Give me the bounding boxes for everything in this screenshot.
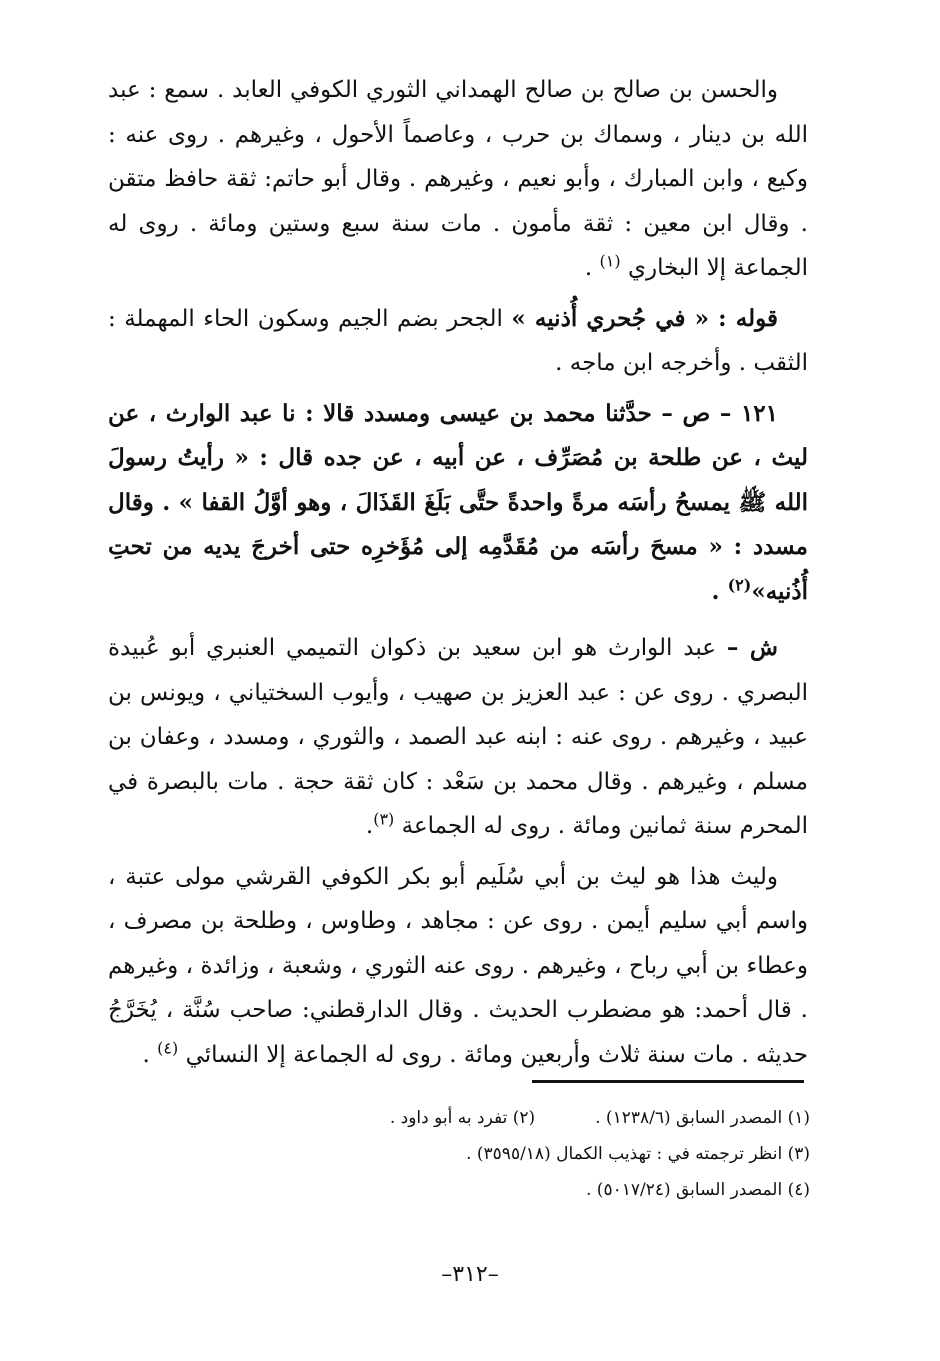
- footnote-ref-2: (٢): [727, 574, 752, 594]
- footnote-2: (٢) تفرد به أبو داود .: [389, 1108, 536, 1128]
- sharh-end: .: [365, 813, 374, 839]
- footnote-4: (٤) المصدر السابق (٥٠١٧/٢٤) .: [586, 1180, 810, 1200]
- hasan-text: والحسن بن صالح بن صالح الهمداني الثوري الكوفي العابد . سمع : عبد الله بن دينار ، وسماك بن حرب ، وعاصماً الأحول ، وغيرهم . روى عنه : وكيع ، وابن المبارك ، وأبو نعيم ، وغيرهم . وقال أبو حاتم: ثقة حافظ متقن . وقال ابن معين : ثقة مأمون . مات سنة سبع وستين ومائة . روى له الجماعة إلا البخاري: [108, 77, 808, 281]
- hadith-121-text: ١٢١ – ص – حدَّثنا محمد بن عيسى ومسدد قالا : نا عبد الوارث ، عن ليث ، عن طلحة بن مُصَرِّف ، عن أبيه ، عن جده قال : « رأيتُ رسولَ الله ﷺ يمسحُ رأسَه مرةً واحدةً حتَّى بَلَغَ القَذَالَ ، وهو أوَّلُ القفا » . وقال مسدد : « مسحَ رأسَه من مُقَدَّمِه إلى مُؤَخرِه حتى أخرجَ يديه من تحتِ أُذُنيه»: [108, 399, 808, 605]
- hadith-121: [108, 392, 808, 615]
- paragraph-hasan-biography: [108, 68, 808, 291]
- hasan-end: .: [584, 255, 600, 281]
- paragraph-layth: [108, 855, 808, 1078]
- main-text: [108, 68, 808, 1087]
- hadith-end: .: [711, 577, 728, 605]
- sharh-label: ش –: [726, 634, 778, 661]
- footnote-divider: [532, 1080, 804, 1083]
- qawluhu-text: الجحر بضم الجيم وسكون الحاء المهملة : الثقب . وأخرجه ابن ماجه .: [108, 305, 808, 376]
- footnote-ref-4: (٤): [157, 1037, 179, 1057]
- qawluhu-label: قوله : « في جُحري أُذنيه »: [511, 304, 779, 332]
- footnote-row-1-2: [250, 1100, 810, 1136]
- footnotes: [250, 1100, 810, 1208]
- footnote-1: (١) المصدر السابق (١٢٣٨/٦) .: [595, 1108, 810, 1128]
- page-number: –٣١٢–: [441, 1262, 499, 1287]
- layth-end: .: [142, 1041, 158, 1068]
- footnote-ref-1: (١): [599, 251, 621, 271]
- paragraph-qawluhu: [108, 297, 808, 386]
- layth-text: وليث هذا هو ليث بن أبي سُلَيم أبو بكر الكوفي القرشي مولى عتبة ، واسم أبي سليم أيمن . روى عن : مجاهد ، وطاوس ، وطلحة بن مصرف ، وعطاء بن أبي رباح ، وغيرهم . روى عنه الثوري ، وشعبة ، وزائدة ، وغيرهم . قال أحمد: هو مضطرب الحديث . وقال الدارقطني: صاحب سُنَّة ، يُخَرَّجُ حديثه . مات سنة ثلاث وأربعين ومائة . روى له الجماعة إلا النسائي: [108, 863, 808, 1068]
- footnote-ref-3: (٣): [373, 809, 395, 829]
- paragraph-sharh: [108, 626, 808, 849]
- footnote-3: (٣) انظر ترجمته في : تهذيب الكمال (٣٥٩٥/١٨) .: [466, 1144, 810, 1164]
- sharh-text: عبد الوارث هو ابن سعيد بن ذكوان التميمي العنبري أبو عُبيدة البصري . روى عن : عبد العزيز بن صهيب ، وأيوب السختياني ، ويونس بن عبيد ، وغيرهم . روى عنه : ابنه عبد الصمد ، والثوري ، ومسدد ، وعفان بن مسلم ، وغيرهم . وقال محمد بن سَعْد : كان ثقة حجة . مات بالبصرة في المحرم سنة ثمانين ومائة . روى له الجماعة: [108, 635, 808, 839]
